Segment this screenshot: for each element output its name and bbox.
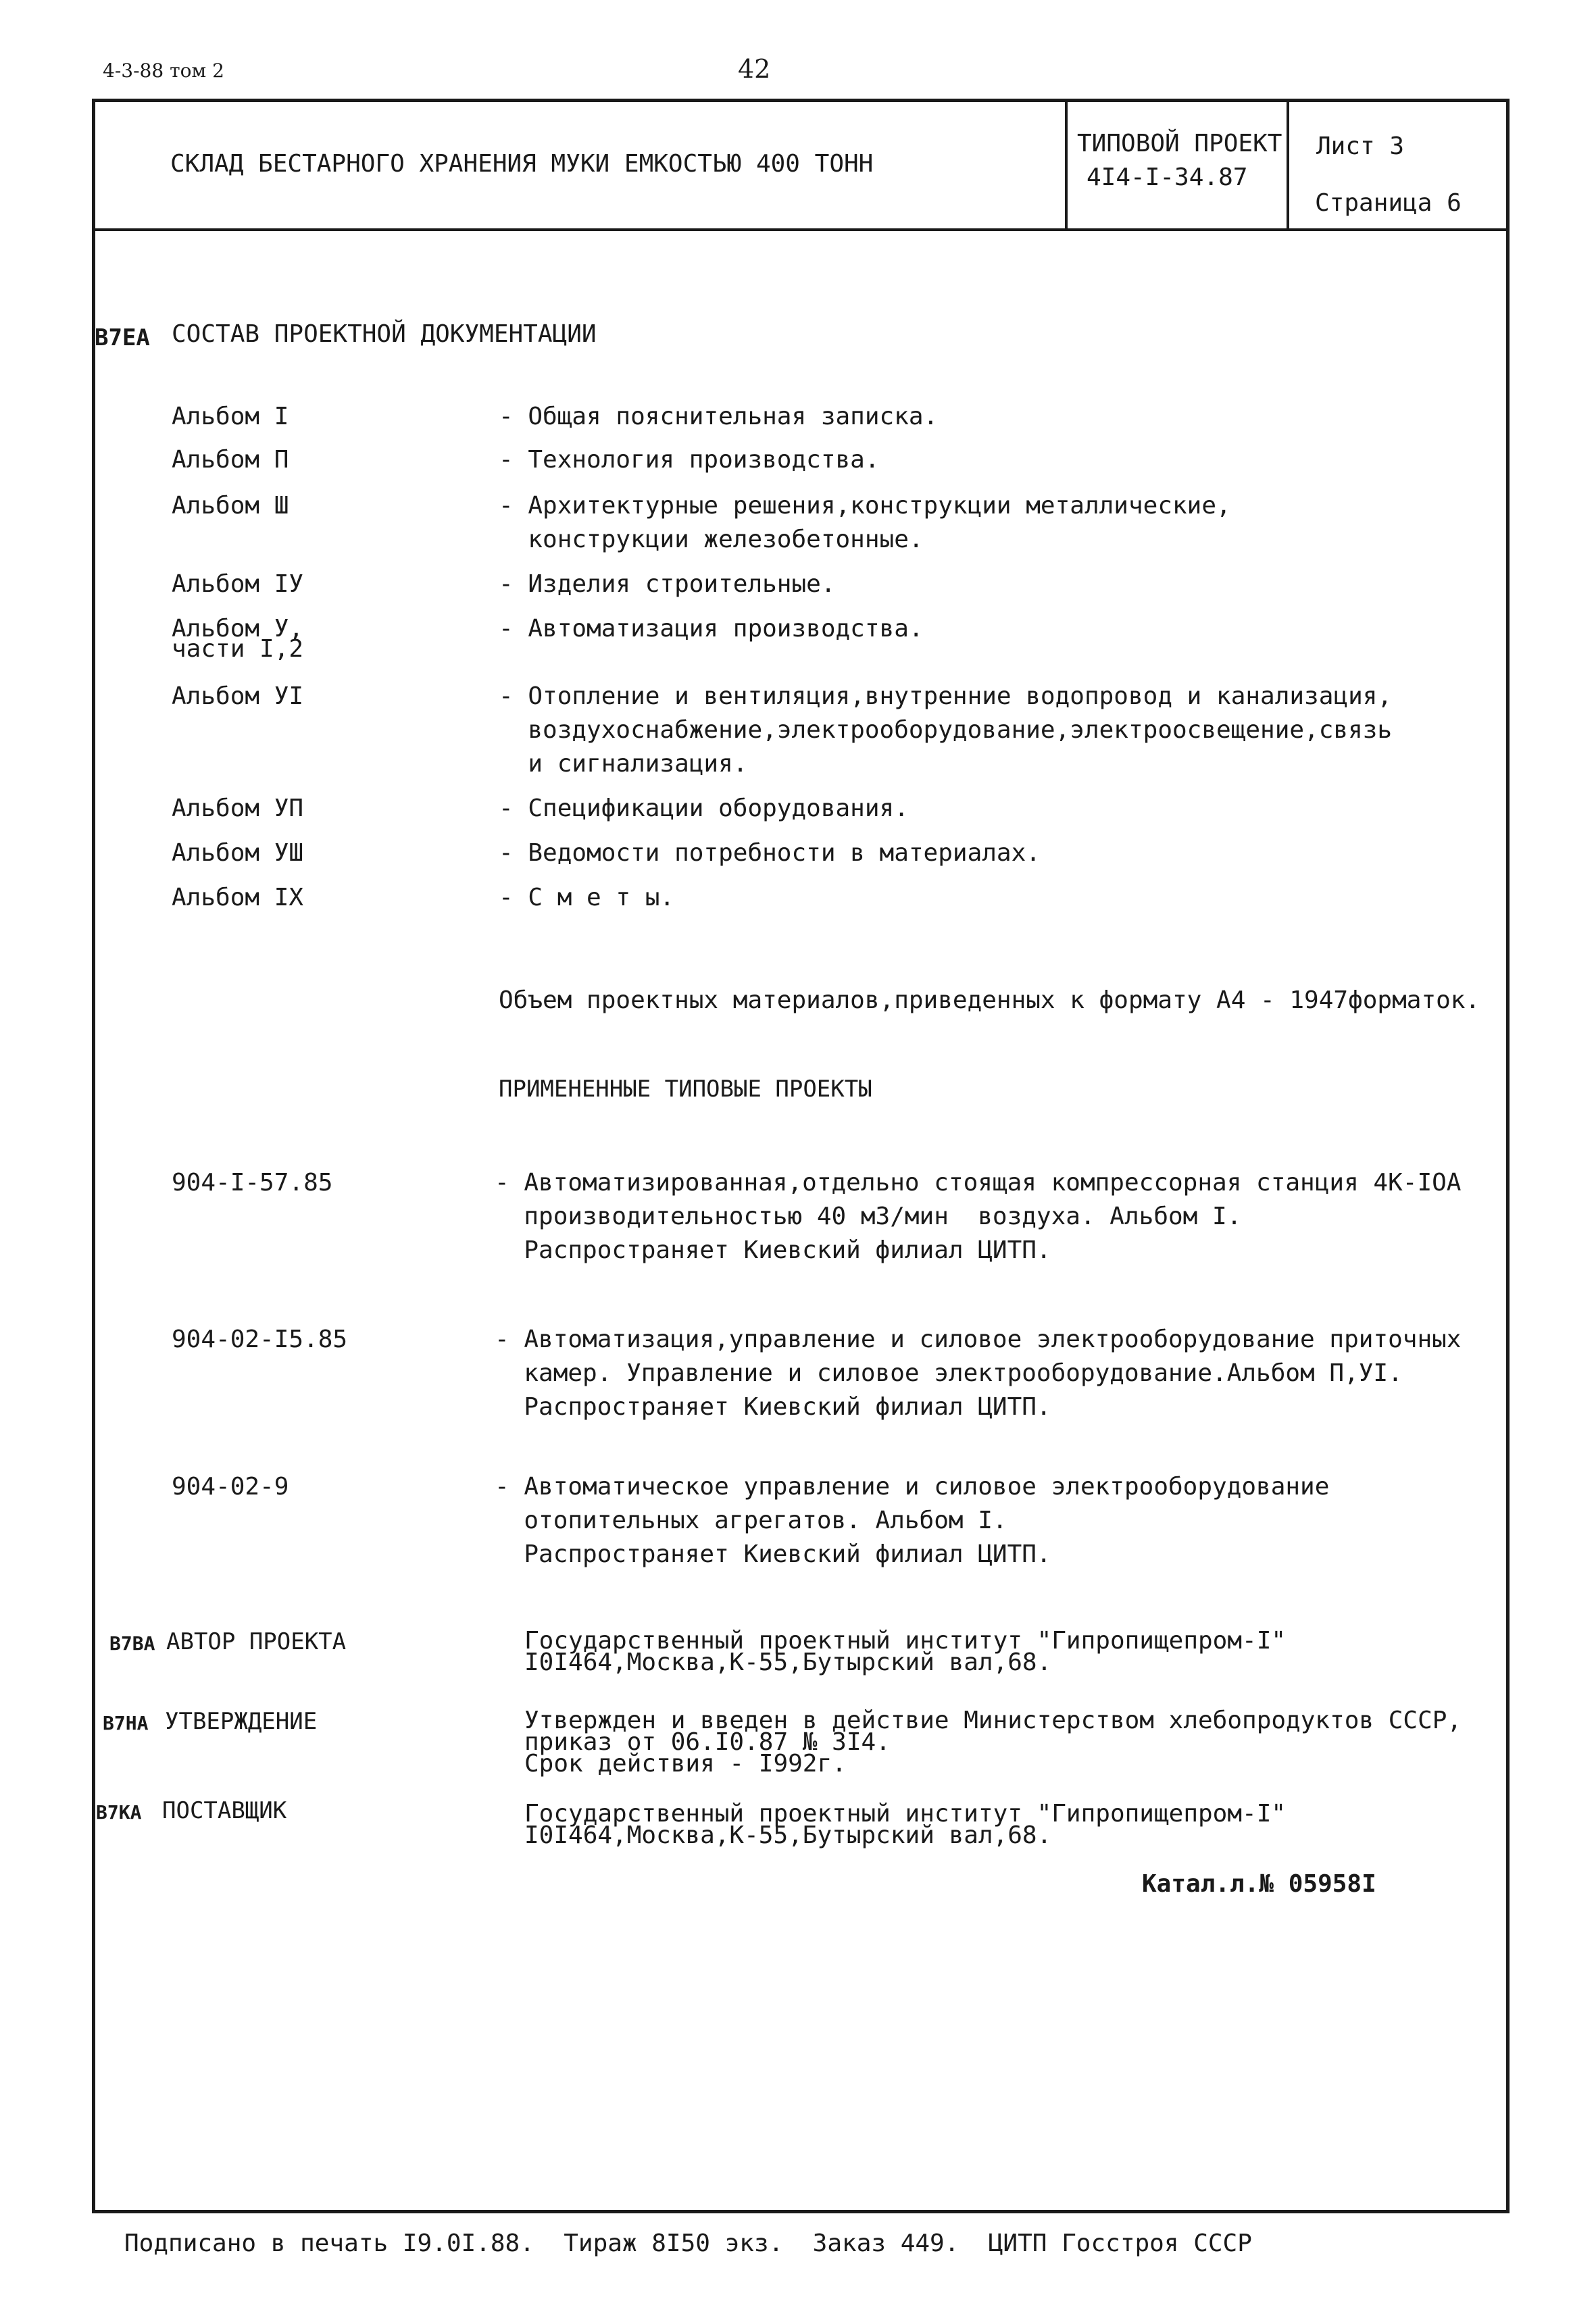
applied-desc: Распространяет Киевский филиал ЦИТП. <box>495 1236 1051 1264</box>
info-text: приказ от 06.I0.87 № 3I4. <box>524 1728 891 1756</box>
page-number: 42 <box>738 54 771 84</box>
info-text: Утвержден и введен в действие Министерством хлебопродуктов СССР, <box>524 1707 1462 1734</box>
album-name-part: части I,2 <box>172 635 304 663</box>
album-desc: - Автоматизация производства. <box>499 615 924 643</box>
print-footer: Подписано в печать I9.0I.88. Тираж 8I50 экз. Заказ 449. ЦИТП Госстроя СССР <box>124 2230 1252 2257</box>
info-label: УТВЕРЖДЕНИЕ <box>165 1708 318 1735</box>
album-name: Альбом УШ <box>172 839 304 867</box>
album-desc: - Спецификации оборудования. <box>499 795 909 822</box>
album-name: Альбом П <box>172 446 289 474</box>
album-desc: и сигнализация. <box>499 750 748 778</box>
info-code: B7KA <box>96 1801 142 1823</box>
album-desc: - Отопление и вентиляция,внутренние водопровод и канализация, <box>499 682 1393 710</box>
header-divider <box>92 228 1510 231</box>
info-code: B7HA <box>103 1712 149 1734</box>
section-code: B7EA <box>95 324 150 351</box>
project-label: ТИПОВОЙ ПРОЕКТ <box>1077 130 1282 157</box>
document-title: СКЛАД БЕСТАРНОГО ХРАНЕНИЯ МУКИ ЕМКОСТЬЮ 400 ТОНН <box>170 150 874 178</box>
applied-desc: Распространяет Киевский филиал ЦИТП. <box>495 1393 1051 1421</box>
applied-code: 904-02-9 <box>172 1473 289 1501</box>
info-text: Государственный проектный институт "Гипропищепром-I" <box>524 1800 1287 1828</box>
info-text: I0I464,Москва,К-55,Бутырский вал,68. <box>524 1821 1052 1849</box>
header-divider-1 <box>1065 99 1068 230</box>
applied-desc: Распространяет Киевский филиал ЦИТП. <box>495 1540 1051 1568</box>
doc-code: 4-3-88 том 2 <box>103 59 224 82</box>
volume-note: Объем проектных материалов,приведенных к формату А4 - 1947форматок. <box>499 986 1480 1014</box>
album-name: Альбом I <box>172 403 289 430</box>
catalog-number: Катал.л.№ 05958I <box>1142 1870 1376 1898</box>
album-desc: конструкции железобетонные. <box>499 526 924 553</box>
applied-desc: - Автоматическое управление и силовое электрооборудование <box>495 1473 1330 1501</box>
info-text: Срок действия - I992г. <box>524 1750 847 1778</box>
album-name: Альбом УI <box>172 682 304 710</box>
info-code: B7BA <box>109 1632 155 1655</box>
album-name: Альбом IУ <box>172 570 304 598</box>
header-divider-2 <box>1287 99 1289 230</box>
album-desc: - Изделия строительные. <box>499 570 836 598</box>
album-desc: воздухоснабжение,электрооборудование,электроосвещение,связь <box>499 716 1393 744</box>
album-name: Альбом Ш <box>172 492 289 520</box>
sheet-number: Лист 3 <box>1316 132 1405 160</box>
album-desc: - Технология производства. <box>499 446 880 474</box>
album-desc: - Ведомости потребности в материалах. <box>499 839 1041 867</box>
applied-title: ПРИМЕНЕННЫЕ ТИПОВЫЕ ПРОЕКТЫ <box>499 1076 872 1103</box>
section-title: СОСТАВ ПРОЕКТНОЙ ДОКУМЕНТАЦИИ <box>172 320 597 348</box>
info-text: Государственный проектный институт "Гипропищепром-I" <box>524 1627 1287 1655</box>
info-label: АВТОР ПРОЕКТА <box>166 1628 347 1655</box>
applied-desc: - Автоматизированная,отдельно стоящая компрессорная станция 4К-IОА <box>495 1169 1462 1197</box>
page-label: Страница 6 <box>1315 189 1462 217</box>
applied-code: 904-02-I5.85 <box>172 1326 348 1353</box>
applied-desc: отопительных агрегатов. Альбом I. <box>495 1507 1007 1534</box>
album-name: Альбом УП <box>172 795 304 822</box>
album-desc: - Архитектурные решения,конструкции металлические, <box>499 492 1231 520</box>
album-desc: - С м е т ы. <box>499 884 675 911</box>
applied-desc: - Автоматизация,управление и силовое электрооборудование приточных <box>495 1326 1462 1353</box>
album-name: Альбом У, <box>172 615 304 643</box>
album-desc: - Общая пояснительная записка. <box>499 403 939 430</box>
applied-desc: производительностью 40 м3/мин воздуха. Альбом I. <box>495 1203 1242 1230</box>
info-text: I0I464,Москва,К-55,Бутырский вал,68. <box>524 1649 1052 1676</box>
project-code: 4I4-I-34.87 <box>1087 164 1248 191</box>
info-label: ПОСТАВЩИК <box>162 1797 287 1824</box>
album-name: Альбом IX <box>172 884 304 911</box>
applied-desc: камер. Управление и силовое электрооборудование.Альбом П,УI. <box>495 1359 1403 1387</box>
applied-code: 904-I-57.85 <box>172 1169 333 1197</box>
